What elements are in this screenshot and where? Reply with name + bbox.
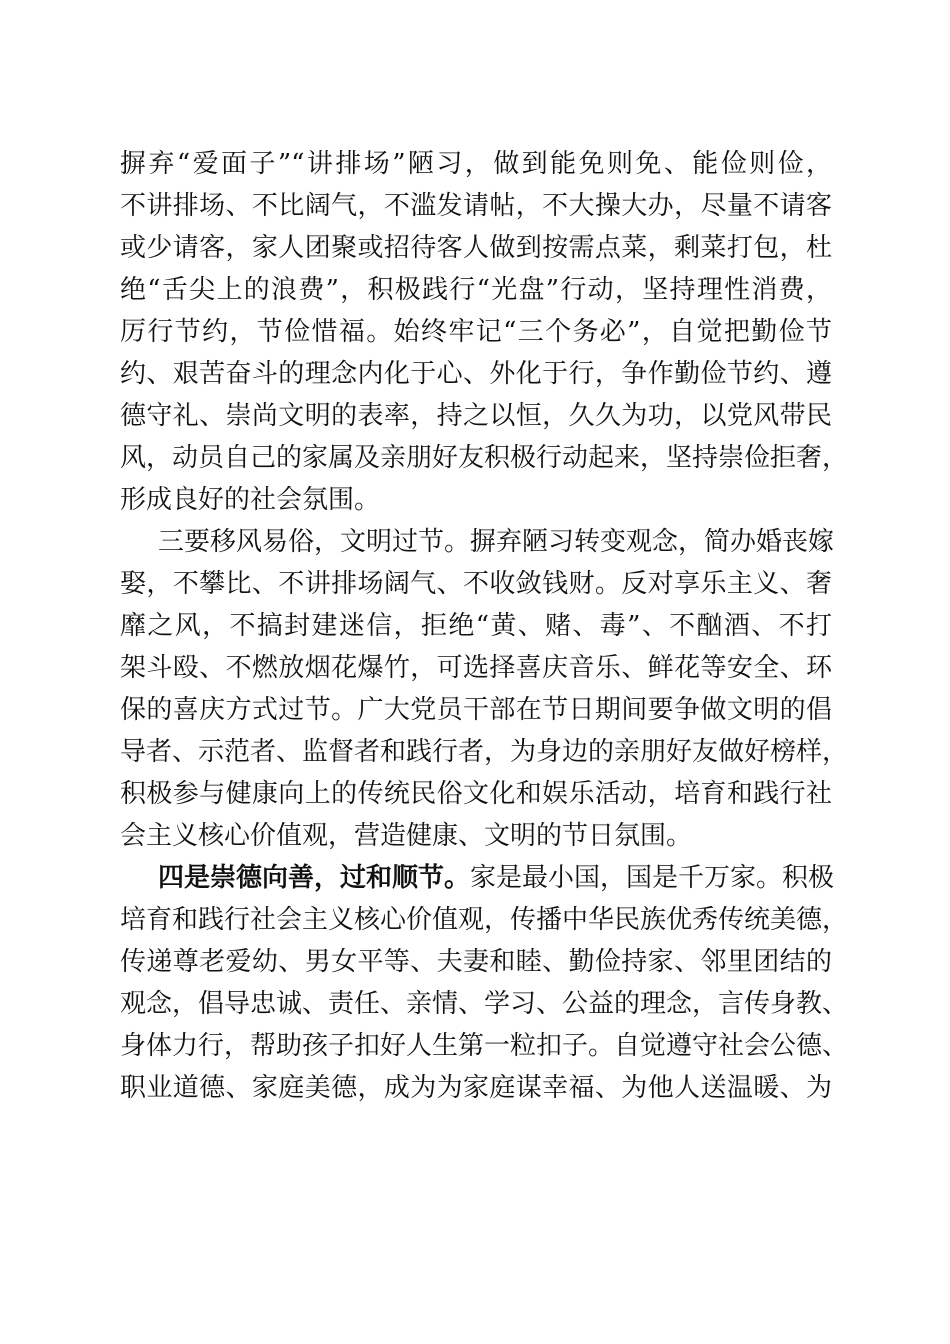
paragraph-1-line-5: 厉行节约，节俭惜福。始终牢记“三个务必”，自觉把勤俭节 <box>120 317 832 347</box>
paragraph-1-line-2: 不讲排场、不比阔气，不滥发请帖，不大操大办，尽量不请客 <box>120 191 832 221</box>
paragraph-1-line-3: 或少请客，家人团聚或招待客人做到按需点菜，剩菜打包，杜 <box>120 233 832 263</box>
paragraph-3-line-4: 观念，倡导忠诚、责任、亲情、学习、公益的理念，言传身教、 <box>120 989 849 1019</box>
paragraph-3-line-3: 传递尊老爱幼、男女平等、夫妻和睦、勤俭持家、邻里团结的 <box>120 947 832 977</box>
paragraph-3-line-2: 培育和践行社会主义核心价值观，传播中华民族优秀传统美德， <box>120 905 849 935</box>
paragraph-1-line-1: 摒弃“爱面子”“讲排场”陋习，做到能免则免、能俭则俭， <box>120 149 832 179</box>
paragraph-2-line-8: 会主义核心价值观，营造健康、文明的节日氛围。 <box>120 821 693 851</box>
paragraph-2-line-4: 架斗殴、不燃放烟花爆竹，可选择喜庆音乐、鲜花等安全、环 <box>120 653 832 683</box>
paragraph-2-line-3: 靡之风，不搞封建迷信，拒绝“黄、赌、毒”、不酗酒、不打 <box>120 611 832 641</box>
paragraph-1-line-9: 形成良好的社会氛围。 <box>120 485 381 515</box>
paragraph-2-line-5: 保的喜庆方式过节。广大党员干部在节日期间要争做文明的倡 <box>120 695 832 725</box>
paragraph-3-line-1-rest: 家是最小国，国是千万家。积极 <box>470 863 835 893</box>
paragraph-2-line-7: 积极参与健康向上的传统民俗文化和娱乐活动，培育和践行社 <box>120 779 832 809</box>
paragraph-3-line-5: 身体力行，帮助孩子扣好人生第一粒扣子。自觉遵守社会公德、 <box>120 1031 849 1061</box>
paragraph-2-line-1: 三要移风易俗，文明过节。摒弃陋习转变观念，简办婚丧嫁 <box>158 527 835 557</box>
paragraph-2-line-6: 导者、示范者、监督者和践行者，为身边的亲朋好友做好榜样， <box>120 737 849 767</box>
paragraph-1-line-7: 德守礼、崇尚文明的表率，持之以恒，久久为功，以党风带民 <box>120 401 832 431</box>
paragraph-1-line-4: 绝“舌尖上的浪费”，积极践行“光盘”行动，坚持理性消费， <box>120 275 832 305</box>
paragraph-1-line-8: 风，动员自己的家属及亲朋好友积极行动起来，坚持崇俭拒奢， <box>120 443 849 473</box>
paragraph-3-line-6: 职业道德、家庭美德，成为为家庭谋幸福、为他人送温暖、为 <box>120 1073 832 1103</box>
paragraph-3-lead-heading: 四是崇德向善，过和顺节。 <box>158 863 471 893</box>
paragraph-2-line-2: 娶，不攀比、不讲排场阔气、不收敛钱财。反对享乐主义、奢 <box>120 569 832 599</box>
paragraph-3-line-1 <box>158 860 835 896</box>
paragraph-1-line-6: 约、艰苦奋斗的理念内化于心、外化于行，争作勤俭节约、遵 <box>120 359 832 389</box>
